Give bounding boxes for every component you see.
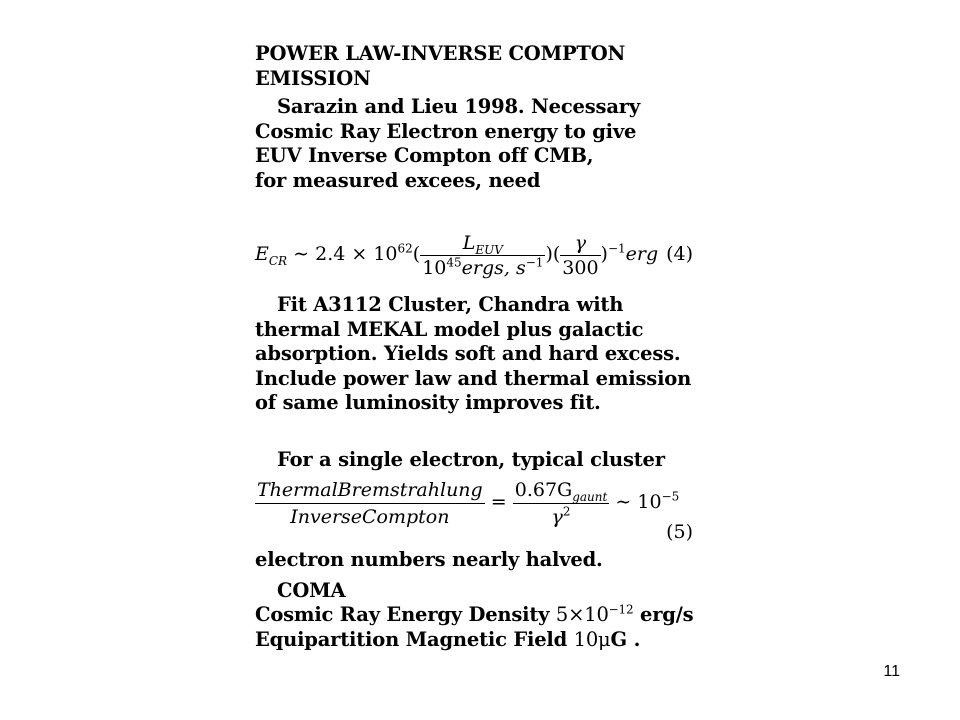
page-number: 11 bbox=[883, 663, 900, 680]
paragraph-line: of same luminosity improves fit. bbox=[255, 391, 601, 414]
eq5-num2: 0.67G bbox=[514, 478, 573, 501]
eq4-frac2-den: 300 bbox=[562, 256, 599, 279]
eq5-fraction-gaunt bbox=[513, 478, 610, 529]
eq4-coefficient: ∼ 2.4 × 10 bbox=[293, 243, 398, 265]
paragraph-line: thermal MEKAL model plus galactic bbox=[255, 317, 644, 341]
eq4-frac1-den-exp: 45 bbox=[446, 255, 462, 270]
eq5-den2: γ bbox=[551, 505, 563, 528]
paragraph-line: Sarazin and Lieu 1998. Necessary bbox=[277, 95, 640, 118]
eq5-den1: InverseCompton bbox=[290, 505, 450, 528]
coma-line2-value: 10μ bbox=[573, 627, 611, 651]
eq5-equals: = bbox=[490, 491, 507, 513]
equation-4 bbox=[255, 227, 693, 281]
paragraph-line: EUV Inverse Compton off CMB, bbox=[255, 144, 594, 167]
eq5-exponent: −5 bbox=[661, 489, 680, 504]
eq4-lhs-sub: CR bbox=[268, 253, 288, 268]
coma-heading: COMA bbox=[277, 578, 346, 602]
paragraph-electron-numbers: electron numbers nearly halved. bbox=[255, 548, 603, 571]
equation-number-4: (4) bbox=[666, 243, 693, 265]
eq4-frac1-den-base: 10 bbox=[422, 256, 447, 279]
coma-magnetic-field bbox=[255, 628, 705, 653]
slide-content bbox=[255, 40, 705, 652]
eq4-tail: erg bbox=[625, 243, 659, 265]
paragraph-line: Fit A3112 Cluster, Chandra with bbox=[277, 293, 624, 316]
equation-5 bbox=[255, 476, 693, 542]
eq4-frac1-den-rest: ergs, s bbox=[461, 256, 526, 279]
eq5-approx: ∼ 10 bbox=[615, 491, 662, 513]
title-line-2: EMISSION bbox=[255, 66, 371, 90]
coma-line2-unit: G . bbox=[610, 627, 641, 651]
paragraph-line: for measured excees, need bbox=[255, 168, 541, 192]
coma-line1-val: 5×10 bbox=[555, 603, 609, 626]
eq5-num1: ThermalBremstrahlung bbox=[257, 478, 483, 501]
slide-title bbox=[255, 42, 705, 91]
eq5-expression bbox=[255, 476, 679, 529]
eq4-frac2-num: γ bbox=[574, 231, 587, 254]
coma-line1-text: Cosmic Ray Energy Density bbox=[255, 603, 550, 626]
eq5-num2-sub: gaunt bbox=[572, 489, 608, 504]
coma-line1-unit: erg/s bbox=[640, 603, 694, 626]
coma-energy-density bbox=[255, 603, 705, 628]
paragraph-single-electron: For a single electron, typical cluster bbox=[277, 447, 665, 471]
eq4-fraction-gamma bbox=[560, 232, 600, 279]
eq4-frac1-num: L bbox=[462, 231, 476, 254]
eq4-frac1-den-exp2: −1 bbox=[525, 255, 544, 270]
eq4-expression: $E_{CR}$ ∼ $2.4 \times 10^{62}$( $\frac{L_{EUV}}{10^{45}ergs, s^{-1}}$ )( $\frac{\gamma}{300}$ )$^{-1}$erg bbox=[255, 231, 659, 279]
eq4-fraction-luminosity bbox=[420, 232, 545, 279]
paragraph-a3112 bbox=[255, 293, 705, 416]
title-line-1: POWER LAW-INVERSE COMPTON bbox=[255, 42, 626, 65]
paragraph-line: Cosmic Ray Electron energy to give bbox=[255, 119, 637, 143]
eq4-frac1-num-sub: EUV bbox=[475, 242, 503, 257]
paragraph-sarazin bbox=[255, 95, 705, 193]
paragraph-line: Include power law and thermal emission bbox=[255, 366, 692, 390]
eq5-fraction-ratio bbox=[255, 478, 485, 529]
coma-line1-exp: −12 bbox=[608, 602, 634, 617]
eq4-tail-exp: −1 bbox=[607, 241, 626, 256]
eq5-den2-exp: 2 bbox=[562, 504, 571, 519]
paragraph-line: absorption. Yields soft and hard excess. bbox=[255, 342, 681, 365]
eq4-exponent: 62 bbox=[397, 241, 413, 256]
eq4-lhs: E bbox=[255, 243, 269, 265]
coma-line2-text: Equipartition Magnetic Field bbox=[255, 627, 568, 651]
coma-line1-value bbox=[556, 603, 634, 626]
equation-number-5: (5) bbox=[666, 521, 693, 543]
